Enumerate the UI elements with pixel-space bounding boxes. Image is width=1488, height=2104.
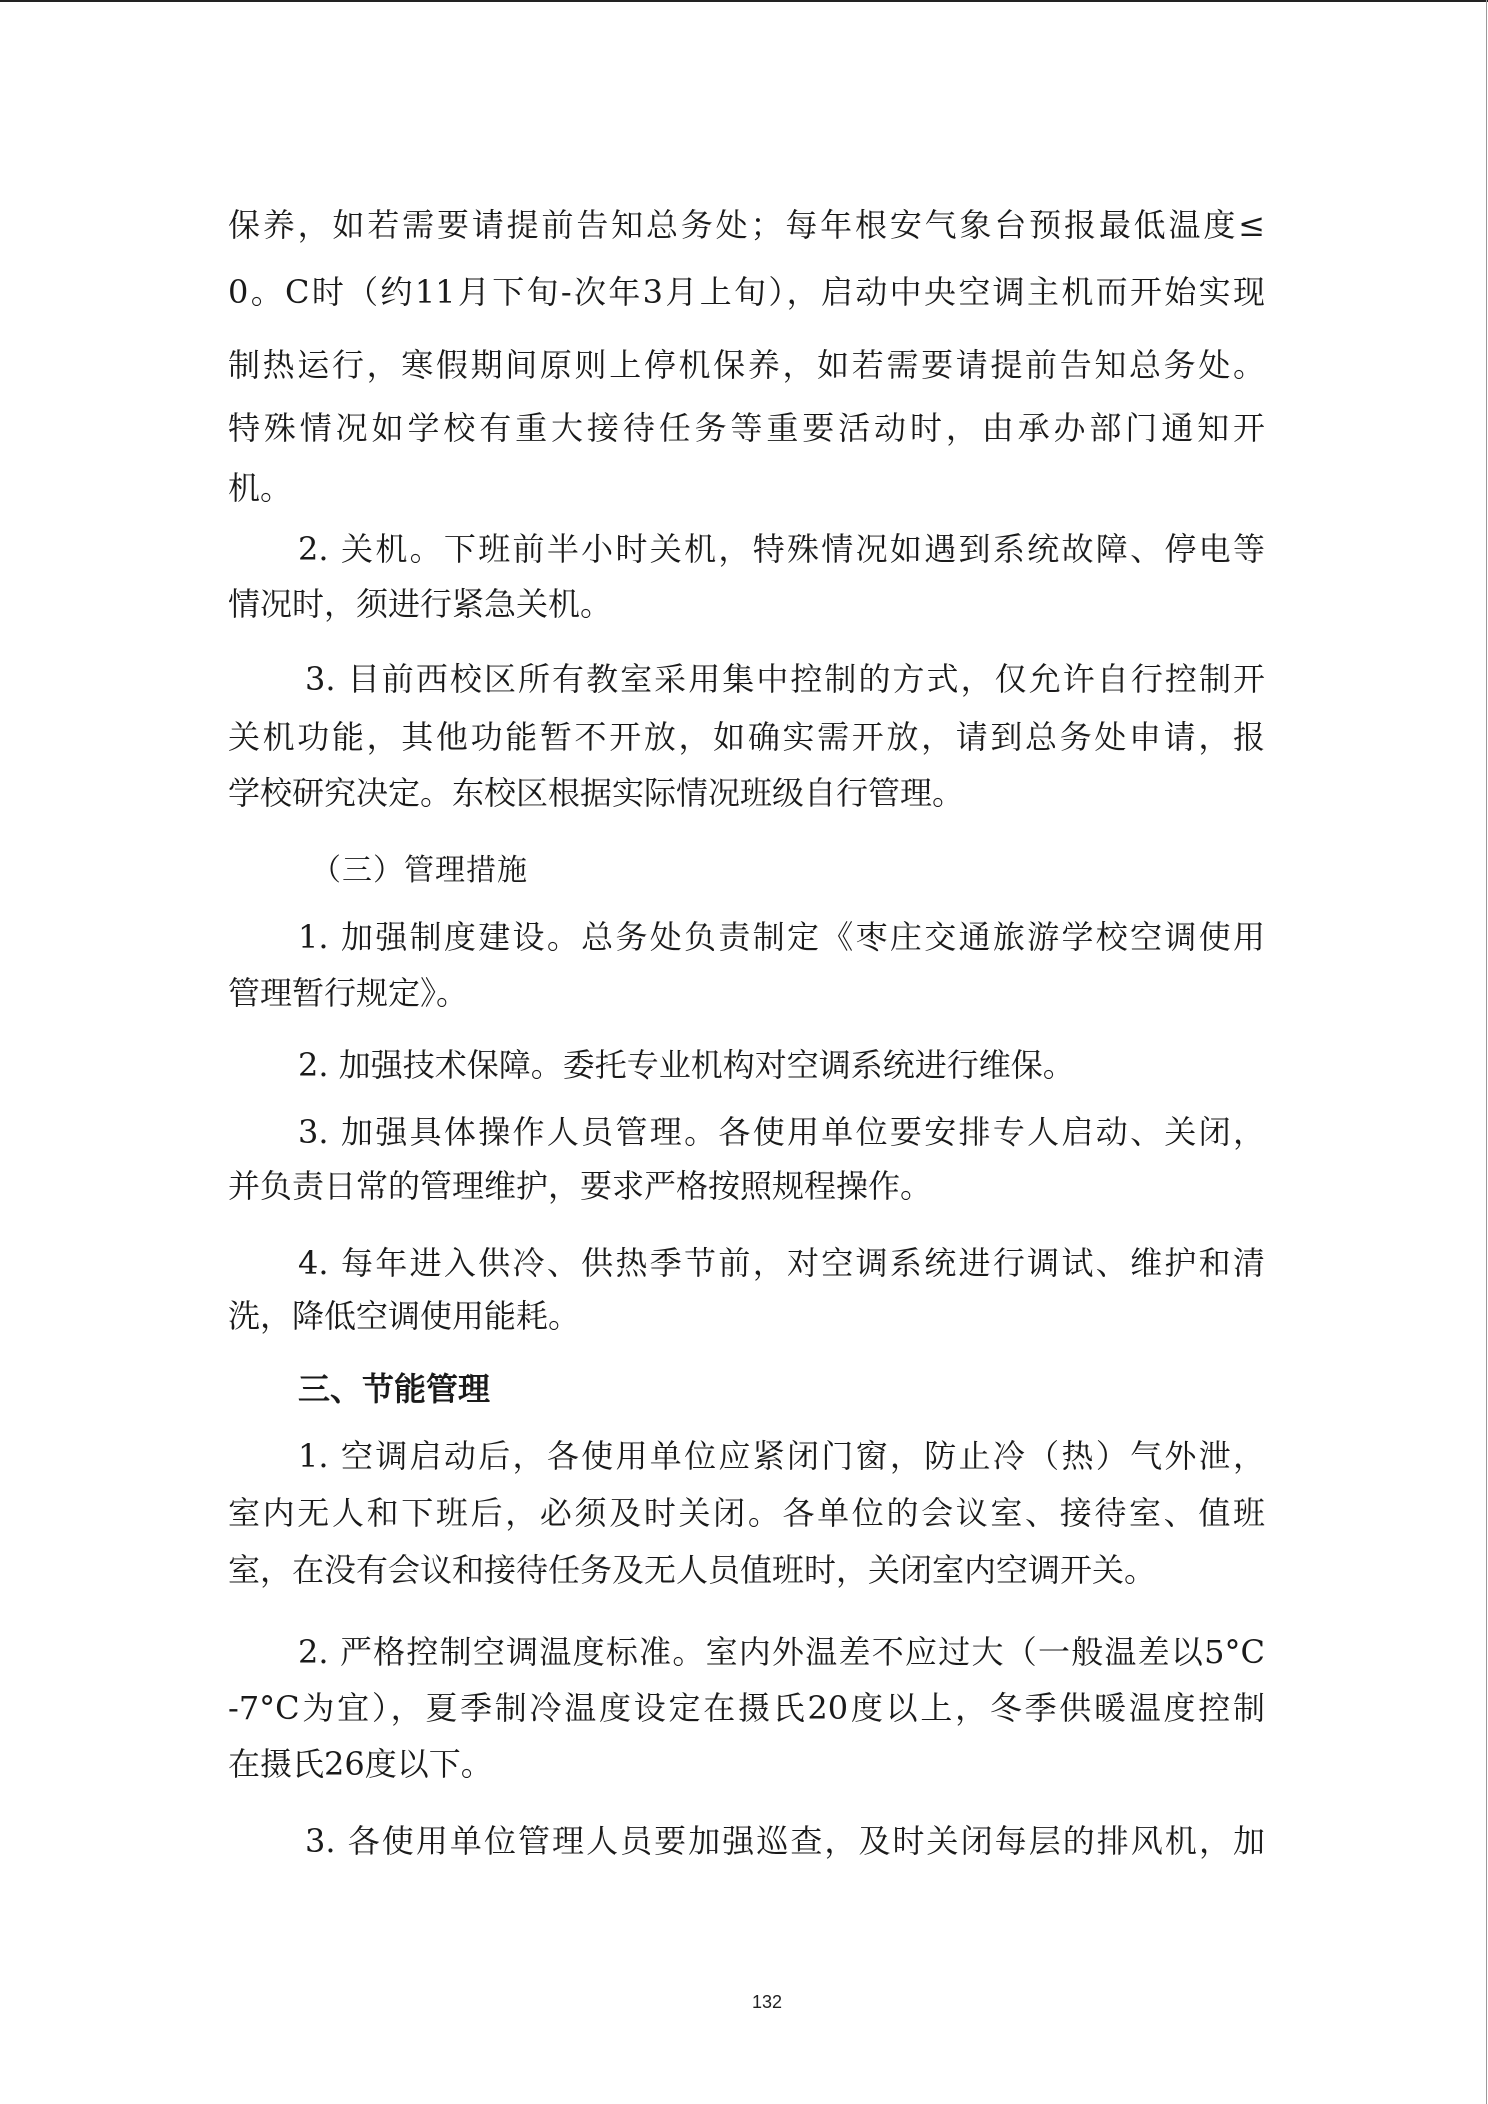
section-heading: （三）管理措施 <box>311 853 528 888</box>
text-line: 关机功能，其他功能暂不开放，如确实需开放，请到总务处申请，报 <box>228 718 1265 756</box>
page-border-top <box>0 0 1488 2</box>
text-line: 学校研究决定。东校区根据实际情况班级自行管理。 <box>228 774 965 812</box>
text-line: 情况时，须进行紧急关机。 <box>228 585 613 623</box>
text-line: 2. 关机。下班前半小时关机，特殊情况如遇到系统故障、停电等 <box>298 530 1265 568</box>
text-line: 2. 加强技术保障。委托专业机构对空调系统进行维保。 <box>298 1046 1075 1084</box>
text-line: 1. 加强制度建设。总务处负责制定《枣庄交通旅游学校空调使用 <box>298 918 1265 956</box>
text-line: 2. 严格控制空调温度标准。室内外温差不应过大（一般温差以5°C <box>298 1633 1265 1671</box>
text-line: 4. 每年进入供冷、供热季节前，对空调系统进行调试、维护和清 <box>298 1244 1265 1282</box>
page-border-right <box>1486 0 1487 2104</box>
text-line: 3. 加强具体操作人员管理。各使用单位要安排专人启动、关闭， <box>298 1113 1265 1151</box>
text-line: 管理暂行规定》。 <box>228 974 469 1012</box>
text-line: 3. 目前西校区所有教室采用集中控制的方式，仅允许自行控制开 <box>305 660 1265 698</box>
text-line: 机。 <box>228 469 293 507</box>
text-line: 室，在没有会议和接待任务及无人员值班时，关闭室内空调开关。 <box>228 1551 1157 1589</box>
text-line: 3. 各使用单位管理人员要加强巡查，及时关闭每层的排风机，加 <box>305 1822 1265 1860</box>
text-line: 洗，降低空调使用能耗。 <box>228 1297 581 1335</box>
text-line: 0。C时（约11月下旬-次年3月上旬），启动中央空调主机而开始实现 <box>228 273 1265 311</box>
text-line: 保养，如若需要请提前告知总务处；每年根安气象台预报最低温度≤ <box>228 206 1265 244</box>
page-number: 132 <box>751 1992 783 2012</box>
text-line: 并负责日常的管理维护，要求严格按照规程操作。 <box>228 1167 933 1205</box>
text-line: 室内无人和下班后，必须及时关闭。各单位的会议室、接待室、值班 <box>228 1494 1265 1532</box>
text-line: 制热运行，寒假期间原则上停机保养，如若需要请提前告知总务处。 <box>228 346 1265 384</box>
text-line: 在摄氏26度以下。 <box>228 1745 493 1783</box>
text-line: 1. 空调启动后，各使用单位应紧闭门窗，防止冷（热）气外泄， <box>298 1437 1265 1475</box>
text-line: -7°C为宜），夏季制冷温度设定在摄氏20度以上，冬季供暖温度控制 <box>228 1689 1265 1727</box>
section-heading: 三、节能管理 <box>298 1370 491 1408</box>
text-line: 特殊情况如学校有重大接待任务等重要活动时，由承办部门通知开 <box>228 409 1265 447</box>
